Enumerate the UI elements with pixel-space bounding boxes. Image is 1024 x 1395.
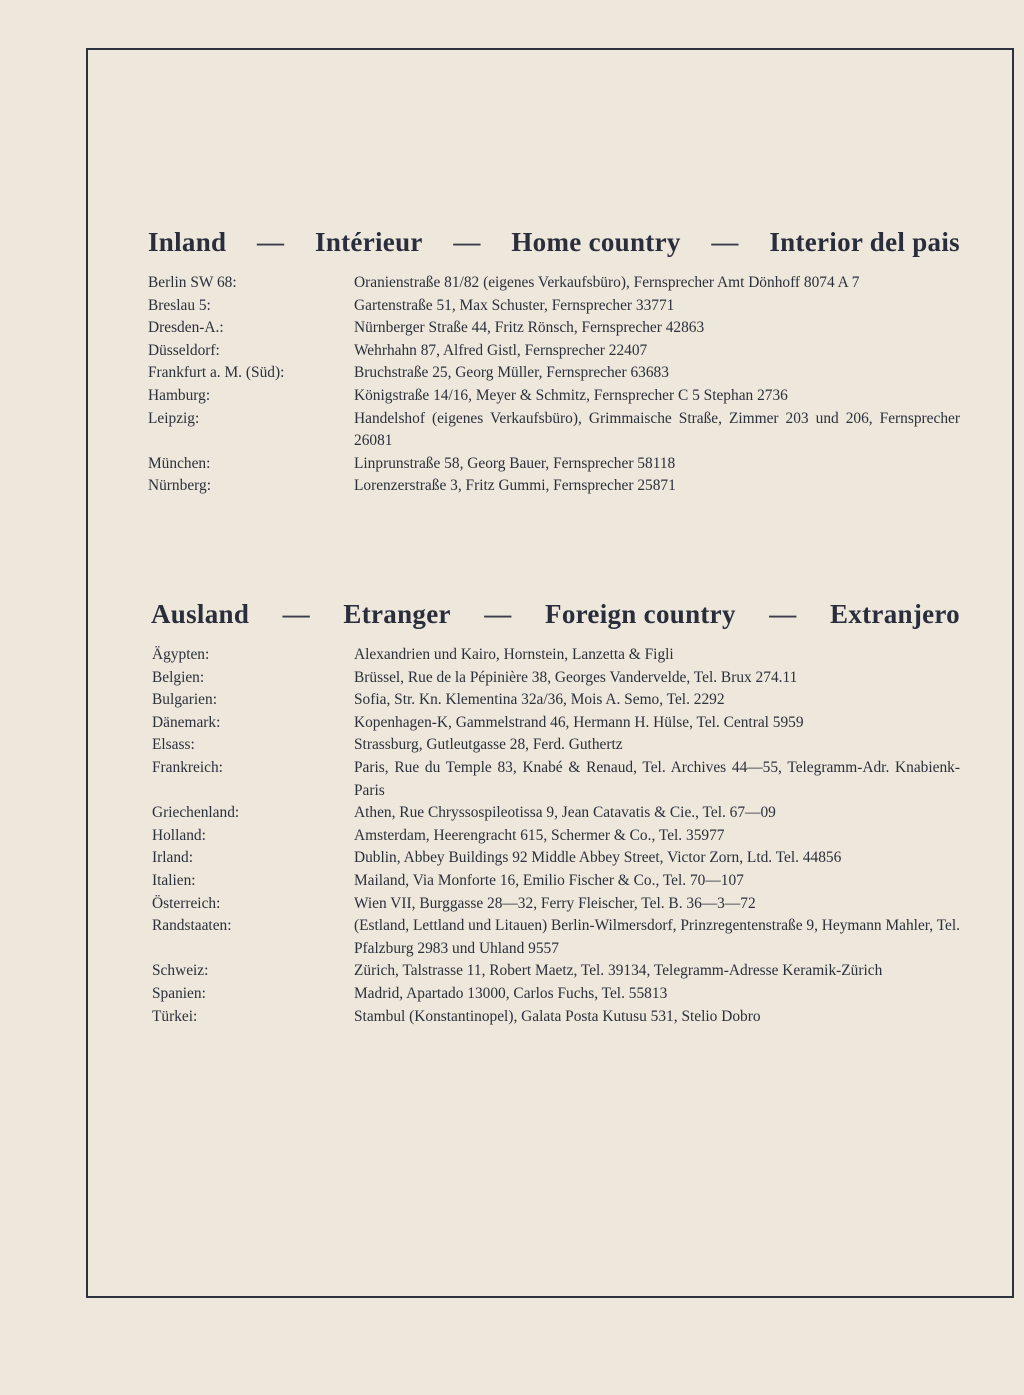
- address-text: Nürnberger Straße 44, Fritz Rönsch, Fernsprecher 42863: [354, 319, 705, 337]
- country-label: Belgien:: [152, 668, 205, 686]
- home-country-list: [148, 272, 960, 498]
- city-label: Dresden-A.:: [148, 319, 224, 337]
- address-text: Sofia, Str. Kn. Klementina 32a/36, Mois A. Semo, Tel. 2292: [354, 691, 725, 709]
- heading-word: Ausland: [151, 599, 250, 629]
- list-item: [148, 757, 960, 802]
- home-country-heading: [148, 222, 960, 262]
- list-item: [148, 408, 960, 453]
- address-text: Madrid, Apartado 13000, Carlos Fuchs, Tel. 55813: [354, 984, 668, 1002]
- heading-dash: —: [769, 599, 797, 629]
- address-text: Oranienstraße 81/82 (eigenes Verkaufsbüro), Fernsprecher Amt Dönhoff 8074 A 7: [354, 274, 860, 291]
- country-label: Italien:: [152, 871, 196, 889]
- address-text: Brüssel, Rue de la Pépinière 38, Georges Vandervelde, Tel. Brux 274.11: [354, 668, 798, 686]
- heading-word: Inland: [148, 227, 227, 257]
- list-item: [148, 385, 960, 408]
- country-label: Holland:: [152, 826, 206, 844]
- home-country-section: [148, 222, 960, 498]
- address-text: Paris, Rue du Temple 83, Knabé & Renaud, Tel. Archives 44—55, Telegramm-Adr. Knabienk-Paris: [354, 758, 960, 799]
- foreign-country-section: [148, 594, 960, 1028]
- city-label: München:: [148, 454, 211, 472]
- address-text: Wehrhahn 87, Alfred Gistl, Fernsprecher 22407: [354, 341, 648, 359]
- list-item: [148, 362, 960, 385]
- address-text: Linprunstraße 58, Georg Bauer, Fernsprecher 58118: [354, 454, 676, 472]
- city-label: Hamburg:: [148, 386, 211, 404]
- heading-word: Home country: [511, 227, 681, 257]
- city-label: Frankfurt a. M. (Süd):: [148, 364, 285, 382]
- city-label: Berlin SW 68:: [148, 274, 237, 291]
- address-text: Mailand, Via Monforte 16, Emilio Fischer & Co., Tel. 70—107: [354, 871, 744, 889]
- address-text: Alexandrien und Kairo, Hornstein, Lanzetta & Figli: [354, 646, 674, 663]
- city-label: Düsseldorf:: [148, 341, 220, 359]
- city-label: Leipzig:: [148, 409, 200, 427]
- address-text: Zürich, Talstrasse 11, Robert Maetz, Tel. 39134, Telegramm-Adresse Keramik-Zürich: [354, 962, 883, 980]
- heading-word: Etranger: [343, 599, 451, 629]
- address-text: Wien VII, Burggasse 28—32, Ferry Fleischer, Tel. B. 36—3—72: [354, 894, 756, 912]
- list-item: [148, 847, 960, 870]
- list-item: [148, 915, 960, 960]
- address-text: Gartenstraße 51, Max Schuster, Fernsprecher 33771: [354, 296, 675, 314]
- address-text: (Estland, Lettland und Litauen) Berlin-Wilmersdorf, Prinzregentenstraße 9, Heymann Mahler, Tel. Pfalzburg 2983 und Uhland 9557: [354, 917, 960, 957]
- country-label: Spanien:: [152, 984, 206, 1002]
- heading-word: Intérieur: [315, 227, 423, 257]
- address-text: Bruchstraße 25, Georg Müller, Fernsprecher 63683: [354, 364, 669, 382]
- country-label: Dänemark:: [152, 713, 221, 731]
- list-item: [148, 712, 960, 735]
- address-text: Königstraße 14/16, Meyer & Schmitz, Fernsprecher C 5 Stephan 2736: [354, 386, 788, 404]
- heading-word: Foreign country: [545, 599, 736, 629]
- heading-word: Interior del pais: [769, 227, 960, 257]
- list-item: [148, 475, 960, 498]
- city-label: Nürnberg:: [148, 477, 211, 495]
- address-text: Handelshof (eigenes Verkaufsbüro), Grimmaische Straße, Zimmer 203 und 206, Fernsprecher 26081: [354, 409, 960, 450]
- heading-word: Extranjero: [830, 599, 960, 629]
- foreign-country-heading: [148, 594, 960, 634]
- heading-dash: —: [453, 227, 481, 257]
- country-label: Schweiz:: [152, 962, 209, 980]
- list-item: [148, 802, 960, 825]
- list-item: [148, 893, 960, 916]
- list-item: [148, 734, 960, 757]
- address-text: Stambul (Konstantinopel), Galata Posta Kutusu 531, Stelio Dobro: [354, 1007, 761, 1025]
- heading-dash: —: [711, 227, 739, 257]
- heading-dash: —: [257, 227, 285, 257]
- list-item: [148, 453, 960, 476]
- country-label: Ägypten:: [152, 646, 210, 663]
- address-text: Dublin, Abbey Buildings 92 Middle Abbey Street, Victor Zorn, Ltd. Tel. 44856: [354, 849, 842, 867]
- list-item: [148, 667, 960, 690]
- city-label: Breslau 5:: [148, 296, 211, 314]
- address-text: Kopenhagen-K, Gammelstrand 46, Hermann H. Hülse, Tel. Central 5959: [354, 713, 804, 731]
- heading-dash: —: [484, 599, 512, 629]
- address-text: Lorenzerstraße 3, Fritz Gummi, Fernsprecher 25871: [354, 477, 676, 495]
- foreign-country-list: [148, 644, 960, 1028]
- country-label: Irland:: [152, 849, 194, 867]
- country-label: Frankreich:: [152, 758, 223, 776]
- list-item: [148, 870, 960, 893]
- list-item: [148, 983, 960, 1006]
- list-item: [148, 644, 960, 667]
- address-text: Amsterdam, Heerengracht 615, Schermer & Co., Tel. 35977: [354, 826, 725, 844]
- list-item: [148, 689, 960, 712]
- list-item: [148, 272, 960, 295]
- list-item: [148, 340, 960, 363]
- list-item: [148, 825, 960, 848]
- list-item: [148, 960, 960, 983]
- list-item: [148, 317, 960, 340]
- country-label: Randstaaten:: [152, 917, 232, 935]
- address-text: Athen, Rue Chryssospileotissa 9, Jean Catavatis & Cie., Tel. 67—09: [354, 804, 776, 822]
- address-text: Strassburg, Gutleutgasse 28, Ferd. Guthertz: [354, 736, 623, 754]
- country-label: Türkei:: [152, 1007, 198, 1025]
- list-item: [148, 1006, 960, 1029]
- country-label: Griechenland:: [152, 804, 240, 822]
- country-label: Elsass:: [152, 736, 195, 754]
- list-item: [148, 295, 960, 318]
- heading-dash: —: [282, 599, 310, 629]
- country-label: Österreich:: [152, 894, 221, 912]
- country-label: Bulgarien:: [152, 691, 217, 709]
